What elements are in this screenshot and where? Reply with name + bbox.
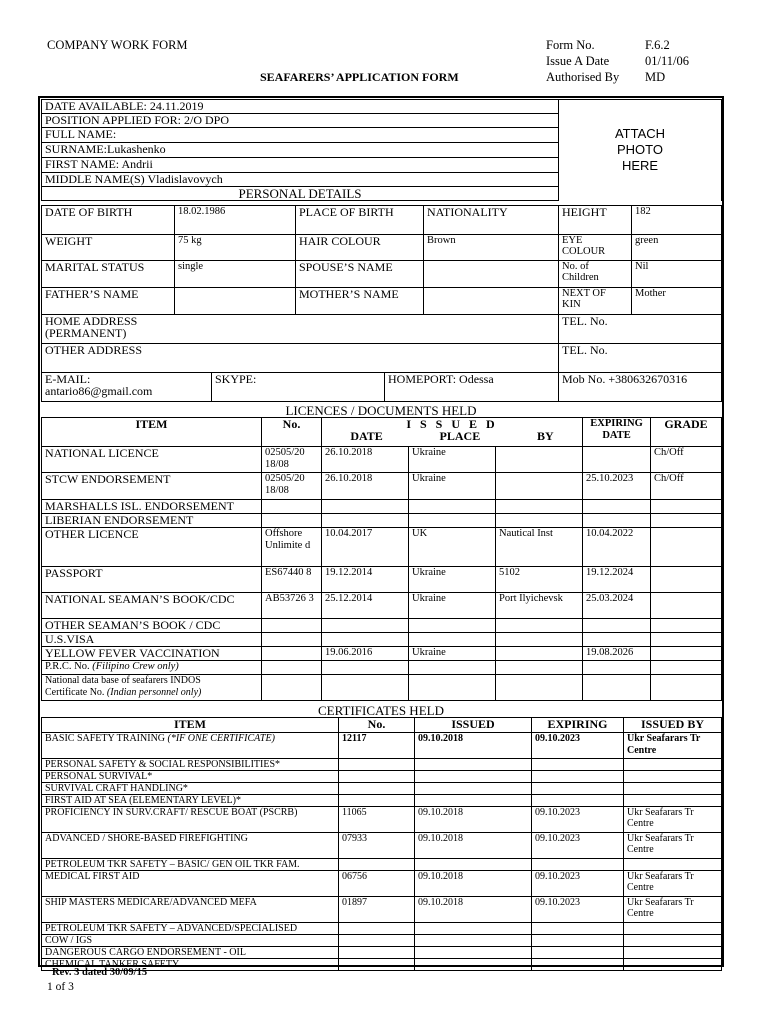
email-cell: E-MAIL: antario86@gmail.com [42, 373, 212, 402]
certificate-row [42, 947, 722, 959]
licence-by: Port Ilyichevsk [496, 593, 583, 619]
licence-grade [651, 647, 722, 661]
certificate-row [42, 935, 722, 947]
licence-date [322, 500, 409, 514]
certificate-item: PETROLEUM TKR SAFETY – ADVANCED/SPECIALISED [42, 923, 339, 935]
certificate-issued [415, 959, 532, 971]
certificate-by: Ukr Seafarars Tr Centre [624, 897, 722, 923]
certificate-issued: 09.10.2018 [415, 833, 532, 859]
licence-date: 26.10.2018 [322, 447, 409, 473]
licence-grade: Ch/Off [651, 447, 722, 473]
cert-h-issued: ISSUED [415, 718, 532, 733]
licence-grade [651, 633, 722, 647]
licence-grade [651, 500, 722, 514]
first-name: FIRST NAME: Andrii [42, 158, 559, 173]
mother-value [424, 288, 559, 315]
lic-h-item: ITEM [42, 418, 262, 447]
certificate-no [339, 783, 415, 795]
position-applied: POSITION APPLIED FOR: 2/O DPO [42, 114, 559, 128]
spouse-value [424, 261, 559, 288]
certificate-exp [532, 795, 624, 807]
licence-exp: 25.10.2023 [583, 473, 651, 500]
certificate-item: PERSONAL SURVIVAL* [42, 771, 339, 783]
cert-h-item: ITEM [42, 718, 339, 733]
certificate-no [339, 959, 415, 971]
licences-table [41, 417, 722, 701]
father-value [175, 288, 296, 315]
photo-text-2: PHOTO [617, 142, 663, 158]
licence-grade: Ch/Off [651, 473, 722, 500]
certificate-row [42, 771, 722, 783]
licence-by [496, 647, 583, 661]
licence-place: Ukraine [409, 647, 496, 661]
certificate-no: 07933 [339, 833, 415, 859]
spouse-label: SPOUSE’S NAME [296, 261, 424, 288]
basic-safety-exp: 09.10.2023 [532, 733, 624, 759]
prc-label: P.R.C. No. (Filipino Crew only) [42, 661, 262, 675]
licence-place: Ukraine [409, 447, 496, 473]
eye: green [632, 235, 722, 261]
licence-no [262, 514, 322, 528]
authorised-by-label: Authorised By [546, 70, 620, 84]
licence-item: OTHER SEAMAN’S BOOK / CDC [42, 619, 262, 633]
licence-exp [583, 500, 651, 514]
certificate-issued [415, 783, 532, 795]
licence-no [262, 647, 322, 661]
photo-text-1: ATTACH [614, 126, 666, 142]
certificate-row [42, 833, 722, 859]
licence-exp: 19.12.2024 [583, 567, 651, 593]
photo-box [559, 100, 722, 201]
licence-no: 02505/20 18/08 [262, 473, 322, 500]
eye-label: EYE COLOUR [559, 235, 632, 261]
children-label: No. of Children [559, 261, 632, 288]
cert-h-no: No. [339, 718, 415, 733]
certificate-item: SURVIVAL CRAFT HANDLING* [42, 783, 339, 795]
form-no-label: Form No. [546, 38, 595, 52]
certificate-exp [532, 923, 624, 935]
kin: Mother [632, 288, 722, 315]
licence-date: 25.12.2014 [322, 593, 409, 619]
licence-item: U.S.VISA [42, 633, 262, 647]
certificate-by [624, 947, 722, 959]
licence-no [262, 633, 322, 647]
certificate-by: Ukr Seafarars Tr Centre [624, 871, 722, 897]
certificate-issued [415, 795, 532, 807]
tel-label: TEL. No. [559, 315, 722, 344]
basic-safety-issued: 09.10.2018 [415, 733, 532, 759]
certificate-row [42, 759, 722, 771]
hair-label: HAIR COLOUR [296, 235, 424, 261]
licence-place: Ukraine [409, 473, 496, 500]
other-address-label: OTHER ADDRESS [42, 344, 559, 373]
authorised-by: MD [645, 70, 666, 84]
certificate-item: COW / IGS [42, 935, 339, 947]
kin-label: NEXT OF KIN [559, 288, 632, 315]
licence-date [322, 514, 409, 528]
licence-row [42, 528, 722, 567]
licence-date [322, 633, 409, 647]
licences-title: LICENCES / DOCUMENTS HELD [285, 403, 477, 418]
indos-label: National data base of seafarers INDOS Certificate No. (Indian personnel only) [42, 675, 262, 701]
cert-h-by: ISSUED BY [624, 718, 722, 733]
certificate-by [624, 935, 722, 947]
weight: 75 kg [175, 235, 296, 261]
licence-place: Ukraine [409, 567, 496, 593]
certificate-no [339, 795, 415, 807]
marital-label: MARITAL STATUS [42, 261, 175, 288]
certificate-no [339, 923, 415, 935]
certificate-row [42, 859, 722, 871]
certificates-title: CERTIFICATES HELD [318, 703, 444, 718]
homeport: HOMEPORT: Odessa [385, 373, 559, 402]
certificate-by [624, 859, 722, 871]
certificate-by [624, 771, 722, 783]
contact-table [41, 372, 722, 402]
certificate-issued [415, 935, 532, 947]
licence-exp: 25.03.2024 [583, 593, 651, 619]
certificate-item: DANGEROUS CARGO ENDORSEMENT - OIL [42, 947, 339, 959]
licence-by [496, 500, 583, 514]
licence-item: OTHER LICENCE [42, 528, 262, 567]
certificate-item: PROFICIENCY IN SURV.CRAFT/ RESCUE BOAT (PSCRB) [42, 807, 339, 833]
mobile: Mob No. +380632670316 [559, 373, 722, 402]
personal-details-title: PERSONAL DETAILS [42, 187, 559, 201]
licence-date: 19.12.2014 [322, 567, 409, 593]
dob-label: DATE OF BIRTH [42, 206, 175, 235]
date-available: DATE AVAILABLE: 24.11.2019 [42, 100, 559, 114]
certificate-item: PETROLEUM TKR SAFETY – BASIC/ GEN OIL TKR FAM. [42, 859, 339, 871]
licence-date: 10.04.2017 [322, 528, 409, 567]
licence-item: NATIONAL SEAMAN’S BOOK/CDC [42, 593, 262, 619]
certificate-no: 11065 [339, 807, 415, 833]
licence-by: 5102 [496, 567, 583, 593]
licence-by [496, 514, 583, 528]
surname: SURNAME:Lukashenko [42, 143, 559, 158]
certificate-by [624, 783, 722, 795]
licence-by [496, 447, 583, 473]
licence-exp [583, 514, 651, 528]
licence-grade [651, 593, 722, 619]
lic-h-issued: I S S U E D DATE PLACE BY [322, 418, 583, 447]
licence-item: NATIONAL LICENCE [42, 447, 262, 473]
licence-grade [651, 619, 722, 633]
certificate-issued: 09.10.2018 [415, 897, 532, 923]
certificate-item: SHIP MASTERS MEDICARE/ADVANCED MEFA [42, 897, 339, 923]
certificate-exp [532, 771, 624, 783]
licence-exp [583, 619, 651, 633]
licence-grade [651, 567, 722, 593]
certificate-issued [415, 859, 532, 871]
licence-no: 02505/20 18/08 [262, 447, 322, 473]
licence-row [42, 647, 722, 661]
licence-row [42, 500, 722, 514]
licence-by [496, 633, 583, 647]
cert-h-exp: EXPIRING [532, 718, 624, 733]
dob: 18.02.1986 [175, 206, 296, 235]
licence-by: Nautical Inst [496, 528, 583, 567]
certificate-issued [415, 771, 532, 783]
certificate-row [42, 871, 722, 897]
children: Nil [632, 261, 722, 288]
licence-item: MARSHALLS ISL. ENDORSEMENT [42, 500, 262, 514]
certificate-row [42, 897, 722, 923]
marital: single [175, 261, 296, 288]
certificate-issued [415, 923, 532, 935]
licence-place [409, 633, 496, 647]
certificate-issued [415, 947, 532, 959]
certificate-no [339, 859, 415, 871]
certificate-item: FIRST AID AT SEA (ELEMENTARY LEVEL)* [42, 795, 339, 807]
licence-row [42, 619, 722, 633]
father-label: FATHER’S NAME [42, 288, 175, 315]
weight-label: WEIGHT [42, 235, 175, 261]
certificate-row [42, 923, 722, 935]
full-name-label: FULL NAME: [42, 128, 559, 143]
basic-safety-label: BASIC SAFETY TRAINING (*IF ONE CERTIFICATE) [42, 733, 339, 759]
certificate-no [339, 771, 415, 783]
nationality-label: NATIONALITY [424, 206, 559, 235]
certificate-exp: 09.10.2023 [532, 807, 624, 833]
certificate-row [42, 795, 722, 807]
certificate-row [42, 807, 722, 833]
certificate-exp [532, 859, 624, 871]
form-no: F.6.2 [645, 38, 670, 52]
certificate-no [339, 935, 415, 947]
photo-text-3: HERE [621, 158, 659, 174]
licence-grade [651, 514, 722, 528]
certificate-exp [532, 959, 624, 971]
revision: Rev. 3 dated 30/09/15 [52, 967, 148, 978]
certificate-by [624, 759, 722, 771]
form-title: SEAFARERS’ APPLICATION FORM [260, 70, 459, 84]
home-address: HOME ADDRESS (PERMANENT) [42, 315, 559, 344]
certificate-exp: 09.10.2023 [532, 833, 624, 859]
licence-place: UK [409, 528, 496, 567]
certificate-issued: 09.10.2018 [415, 807, 532, 833]
licence-no: Offshore Unlimite d [262, 528, 322, 567]
certificate-no [339, 947, 415, 959]
licence-exp: 19.08.2026 [583, 647, 651, 661]
certificate-by: Ukr Seafarars Tr Centre [624, 807, 722, 833]
issue-date: 01/11/06 [645, 54, 689, 68]
certificate-no [339, 759, 415, 771]
licence-no [262, 500, 322, 514]
height-label: HEIGHT [559, 206, 632, 235]
certificate-no: 06756 [339, 871, 415, 897]
certificate-by [624, 795, 722, 807]
licence-exp: 10.04.2022 [583, 528, 651, 567]
licence-item: PASSPORT [42, 567, 262, 593]
licence-date [322, 619, 409, 633]
mother-label: MOTHER’S NAME [296, 288, 424, 315]
certificate-exp: 09.10.2023 [532, 871, 624, 897]
basic-safety-by: Ukr Seafarars Tr Centre [624, 733, 722, 759]
licence-date: 19.06.2016 [322, 647, 409, 661]
certificate-no: 01897 [339, 897, 415, 923]
personal-details-table [41, 205, 722, 373]
certificate-item: CHEMICAL TANKER SAFETY [42, 959, 339, 971]
certificate-exp [532, 935, 624, 947]
licence-row [42, 447, 722, 473]
certificate-exp: 09.10.2023 [532, 897, 624, 923]
tel2-label: TEL. No. [559, 344, 722, 373]
height: 182 [632, 206, 722, 235]
licence-item: LIBERIAN ENDORSEMENT [42, 514, 262, 528]
licence-by [496, 473, 583, 500]
certificate-exp [532, 947, 624, 959]
certificate-exp [532, 759, 624, 771]
licence-no: ES67440 8 [262, 567, 322, 593]
certificate-exp [532, 783, 624, 795]
certificate-by: Ukr Seafarars Tr Centre [624, 833, 722, 859]
licence-grade [651, 528, 722, 567]
certificate-by [624, 959, 722, 971]
top-details-table [41, 99, 722, 201]
licence-by [496, 619, 583, 633]
licence-row [42, 473, 722, 500]
licence-row [42, 633, 722, 647]
lic-h-exp: EXPIRING DATE [583, 418, 651, 447]
certificate-item: MEDICAL FIRST AID [42, 871, 339, 897]
licence-item: YELLOW FEVER VACCINATION [42, 647, 262, 661]
page-number: 1 of 3 [47, 981, 74, 993]
certificate-item: ADVANCED / SHORE-BASED FIREFIGHTING [42, 833, 339, 859]
basic-safety-no: 12117 [339, 733, 415, 759]
licence-no: AB53726 3 [262, 593, 322, 619]
certificate-by [624, 923, 722, 935]
licence-place [409, 514, 496, 528]
licence-place: Ukraine [409, 593, 496, 619]
licence-row [42, 593, 722, 619]
certificates-table [41, 717, 722, 971]
hair: Brown [424, 235, 559, 261]
licence-date: 26.10.2018 [322, 473, 409, 500]
issue-date-label: Issue A Date [546, 54, 610, 68]
licence-row [42, 514, 722, 528]
licence-exp [583, 633, 651, 647]
lic-h-grade: GRADE [651, 418, 722, 447]
certificate-issued [415, 759, 532, 771]
certificate-row [42, 783, 722, 795]
licence-item: STCW ENDORSEMENT [42, 473, 262, 500]
licence-exp [583, 447, 651, 473]
licence-place [409, 500, 496, 514]
pob-label: PLACE OF BIRTH [296, 206, 424, 235]
company-work-form: COMPANY WORK FORM [47, 38, 188, 52]
lic-h-no: No. [262, 418, 322, 447]
licence-row [42, 567, 722, 593]
licence-no [262, 619, 322, 633]
certificate-item: PERSONAL SAFETY & SOCIAL RESPONSIBILITIES* [42, 759, 339, 771]
middle-name: MIDDLE NAME(S) Vladislavovych [42, 173, 559, 187]
skype-label: SKYPE: [212, 373, 385, 402]
licence-place [409, 619, 496, 633]
certificate-issued: 09.10.2018 [415, 871, 532, 897]
